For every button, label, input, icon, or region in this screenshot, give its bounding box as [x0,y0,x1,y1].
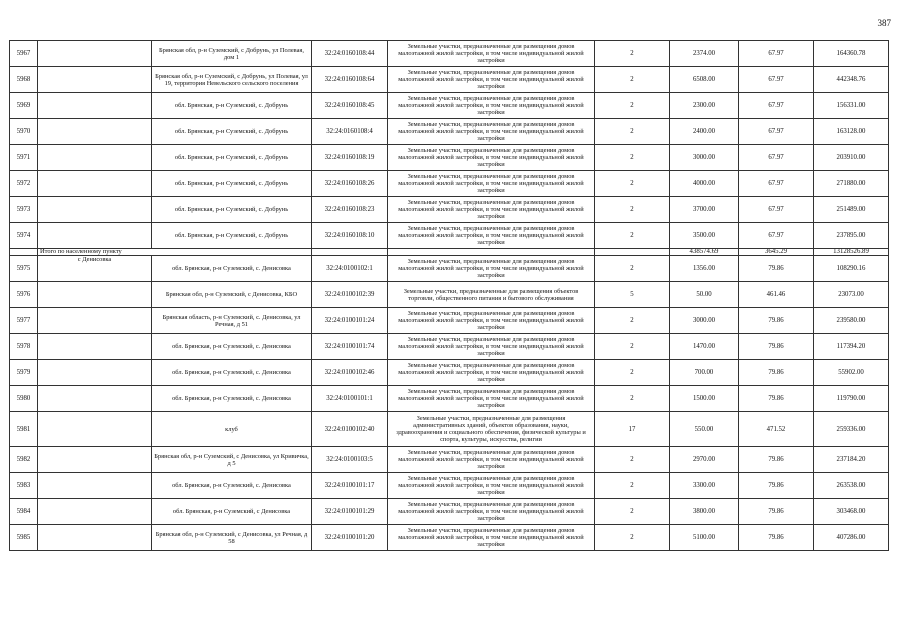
address-cell: Брянская обл, р-н Суземский, с Добрунь, ул Полевая, ул 19, территория Невельского сельского поселения [152,67,312,93]
area-value: 6508.00 [670,67,739,93]
settlement-cell [38,197,152,223]
subtotal-area: 438574.69 [670,249,739,256]
group-number: 2 [595,308,670,334]
cadastral-value: 117394.20 [814,334,889,360]
row-number: 5981 [10,412,38,447]
rate-value: 79.86 [739,473,814,499]
table-row [10,119,889,145]
address-cell: клуб [152,412,312,447]
cadastral-number: 32:24:0160108:10 [312,223,388,249]
group-number: 5 [595,282,670,308]
land-use-cell: Земельные участки, предназначенные для размещения домов малоэтажной жилой застройки, в том числе индивидуальной жилой застройки [388,41,595,67]
land-use-cell: Земельные участки, предназначенные для размещения домов малоэтажной жилой застройки, в том числе индивидуальной жилой застройки [388,93,595,119]
cadastral-number: 32:24:0160108:4 [312,119,388,145]
row-number: 5982 [10,447,38,473]
row-number: 5979 [10,360,38,386]
rate-value: 471.52 [739,412,814,447]
cadastral-number: 32:24:0160108:26 [312,171,388,197]
address-cell: обл. Брянская, р-н Суземский, с. Добрунь [152,145,312,171]
area-value: 5100.00 [670,525,739,551]
group-number: 2 [595,93,670,119]
cadastral-value: 23073.00 [814,282,889,308]
address-cell: обл. Брянская, р-н Суземский, с. Денисовка [152,386,312,412]
settlement-cell [38,473,152,499]
cadastral-value: 156331.00 [814,93,889,119]
rate-value: 461.46 [739,282,814,308]
land-use-cell: Земельные участки, предназначенные для размещения домов малоэтажной жилой застройки, в том числе индивидуальной жилой застройки [388,334,595,360]
land-use-cell: Земельные участки, предназначенные для размещения домов малоэтажной жилой застройки, в том числе индивидуальной жилой застройки [388,145,595,171]
row-number: 5975 [10,256,38,282]
area-value: 2400.00 [670,119,739,145]
cadastral-value: 251489.00 [814,197,889,223]
rate-value: 67.97 [739,171,814,197]
rate-value: 79.86 [739,256,814,282]
settlement-cell [38,171,152,197]
land-use-cell: Земельные участки, предназначенные для размещения домов малоэтажной жилой застройки, в том числе индивидуальной жилой застройки [388,525,595,551]
subtotal-rate: 3645.29 [739,249,814,256]
subtotal-value: 13128526.89 [814,249,889,256]
land-use-cell: Земельные участки, предназначенные для размещения домов малоэтажной жилой застройки, в том числе индивидуальной жилой застройки [388,256,595,282]
address-cell: Брянская обл, р-н Суземский, с Денисовка, ул Речная, д 58 [152,525,312,551]
land-use-cell: Земельные участки, предназначенные для размещения домов малоэтажной жилой застройки, в том числе индивидуальной жилой застройки [388,499,595,525]
settlement-cell [38,499,152,525]
land-use-cell: Земельные участки, предназначенные для размещения домов малоэтажной жилой застройки, в том числе индивидуальной жилой застройки [388,386,595,412]
area-value: 3800.00 [670,499,739,525]
settlement-cell [38,93,152,119]
subtotal-empty [10,249,38,256]
group-number: 2 [595,223,670,249]
cadastral-value: 163128.00 [814,119,889,145]
subtotal-row [10,249,889,256]
rate-value: 67.97 [739,223,814,249]
area-value: 50.00 [670,282,739,308]
area-value: 2970.00 [670,447,739,473]
cadastral-value: 237895.00 [814,223,889,249]
row-number: 5972 [10,171,38,197]
table-row [10,145,889,171]
area-value: 1470.00 [670,334,739,360]
address-cell: обл. Брянская, р-н Суземский, с Денисовка [152,499,312,525]
cadastral-number: 32:24:0100103:5 [312,447,388,473]
area-value: 3500.00 [670,223,739,249]
settlement-cell [38,412,152,447]
cadastral-number: 32:24:0160108:44 [312,41,388,67]
group-number: 17 [595,412,670,447]
row-number: 5968 [10,67,38,93]
group-number: 2 [595,119,670,145]
rate-value: 67.97 [739,93,814,119]
land-use-cell: Земельные участки, предназначенные для размещения административных зданий, объектов образования, науки, здравоохранения и социального обеспечения, физической культуры и спорта, культуры, искусства, религии [388,412,595,447]
row-number: 5969 [10,93,38,119]
area-value: 3000.00 [670,308,739,334]
rate-value: 67.97 [739,119,814,145]
table-row [10,41,889,67]
area-value: 2300.00 [670,93,739,119]
area-value: 550.00 [670,412,739,447]
cadastral-number: 32:24:0100102:46 [312,360,388,386]
area-value: 1356.00 [670,256,739,282]
row-number: 5974 [10,223,38,249]
cadastral-number: 32:24:0100101:1 [312,386,388,412]
cadastral-value: 108290.16 [814,256,889,282]
area-value: 3700.00 [670,197,739,223]
settlement-cell [38,41,152,67]
cadastral-value: 55902.00 [814,360,889,386]
row-number: 5976 [10,282,38,308]
rate-value: 79.86 [739,525,814,551]
cadastral-number: 32:24:0160108:19 [312,145,388,171]
cadastral-value: 407286.00 [814,525,889,551]
area-value: 1500.00 [670,386,739,412]
table-row [10,93,889,119]
address-cell: обл. Брянская, р-н Суземский, с. Денисовка [152,256,312,282]
cadastral-value: 239580.00 [814,308,889,334]
land-use-cell: Земельные участки, предназначенные для размещения объектов торговли, общественного питания и бытового обслуживания [388,282,595,308]
cadastral-value: 164360.78 [814,41,889,67]
settlement-cell [38,386,152,412]
table-row [10,386,889,412]
table-row [10,334,889,360]
cadastral-value: 203910.00 [814,145,889,171]
address-cell: обл. Брянская, р-н Суземский, с. Добрунь [152,93,312,119]
group-number: 2 [595,145,670,171]
rate-value: 79.86 [739,308,814,334]
settlement-cell [38,308,152,334]
address-cell: Брянская область, р-н Суземский, с. Денисовка, ул Речная, д 51 [152,308,312,334]
address-cell: обл. Брянская, р-н Суземский, с. Денисовка [152,334,312,360]
group-number: 2 [595,67,670,93]
rate-value: 67.97 [739,67,814,93]
cadastral-number: 32:24:0160108:23 [312,197,388,223]
group-number: 2 [595,386,670,412]
cadastral-number: 32:24:0100101:20 [312,525,388,551]
cadastral-number: 32:24:0100102:40 [312,412,388,447]
rate-value: 79.86 [739,499,814,525]
page-number: 387 [877,18,891,28]
area-value: 700.00 [670,360,739,386]
land-use-cell: Земельные участки, предназначенные для размещения домов малоэтажной жилой застройки, в том числе индивидуальной жилой застройки [388,171,595,197]
table-row [10,473,889,499]
table-row [10,67,889,93]
group-number: 2 [595,334,670,360]
land-use-cell: Земельные участки, предназначенные для размещения домов малоэтажной жилой застройки, в том числе индивидуальной жилой застройки [388,223,595,249]
cadastral-value: 237184.20 [814,447,889,473]
address-cell: Брянская обл, р-н Суземский, с Добрунь, ул Полевая, дом 1 [152,41,312,67]
address-cell: Брянская обл, р-н Суземский, с Денисовка, ул Кривичка, д 5 [152,447,312,473]
settlement-cell [38,334,152,360]
settlement-cell [38,447,152,473]
cadastral-number: 32:24:0100102:1 [312,256,388,282]
cadastral-number: 32:24:0100102:39 [312,282,388,308]
table-row [10,223,889,249]
row-number: 5980 [10,386,38,412]
settlement-cell [38,360,152,386]
address-cell: Брянская обл, р-н Суземский, с Денисовка, КБО [152,282,312,308]
table-row [10,282,889,308]
group-number: 2 [595,525,670,551]
cadastral-number: 32:24:0160108:45 [312,93,388,119]
cadastral-number: 32:24:0100101:17 [312,473,388,499]
cadastral-number: 32:24:0100101:24 [312,308,388,334]
row-number: 5970 [10,119,38,145]
cadastral-number: 32:24:0100101:74 [312,334,388,360]
group-number: 2 [595,447,670,473]
table-row [10,197,889,223]
table-row [10,308,889,334]
cadastral-number: 32:24:0100101:29 [312,499,388,525]
table-row [10,412,889,447]
address-cell: обл. Брянская, р-н Суземский, с. Добрунь [152,197,312,223]
address-cell: обл. Брянская, р-н Суземский, с. Добрунь [152,171,312,197]
rate-value: 67.97 [739,41,814,67]
land-use-cell: Земельные участки, предназначенные для размещения домов малоэтажной жилой застройки, в том числе индивидуальной жилой застройки [388,308,595,334]
land-use-cell: Земельные участки, предназначенные для размещения домов малоэтажной жилой застройки, в том числе индивидуальной жилой застройки [388,447,595,473]
group-number: 2 [595,360,670,386]
area-value: 4000.00 [670,171,739,197]
group-number: 2 [595,41,670,67]
table-row [10,360,889,386]
settlement-cell [38,223,152,249]
row-number: 5978 [10,334,38,360]
settlement-cell [38,119,152,145]
table-row [10,256,889,282]
table-row [10,447,889,473]
address-cell: обл. Брянская, р-н Суземский, с. Добрунь [152,223,312,249]
group-number: 2 [595,473,670,499]
cadastral-value: 259336.00 [814,412,889,447]
settlement-cell [38,525,152,551]
area-value: 3000.00 [670,145,739,171]
table-row [10,171,889,197]
group-number: 2 [595,256,670,282]
table-row [10,499,889,525]
cadastral-value: 442348.76 [814,67,889,93]
rate-value: 79.86 [739,447,814,473]
row-number: 5971 [10,145,38,171]
address-cell: обл. Брянская, р-н Суземский, с. Денисовка [152,473,312,499]
row-number: 5984 [10,499,38,525]
area-value: 2374.00 [670,41,739,67]
settlement-cell [38,67,152,93]
row-number: 5983 [10,473,38,499]
address-cell: обл. Брянская, р-н Суземский, с. Добрунь [152,119,312,145]
cadastral-value: 303468.00 [814,499,889,525]
land-cadastral-table [9,40,889,551]
land-use-cell: Земельные участки, предназначенные для размещения домов малоэтажной жилой застройки, в том числе индивидуальной жилой застройки [388,119,595,145]
rate-value: 67.97 [739,197,814,223]
table-row [10,525,889,551]
land-use-cell: Земельные участки, предназначенные для размещения домов малоэтажной жилой застройки, в том числе индивидуальной жилой застройки [388,197,595,223]
land-use-cell: Земельные участки, предназначенные для размещения домов малоэтажной жилой застройки, в том числе индивидуальной жилой застройки [388,473,595,499]
settlement-cell [38,145,152,171]
land-use-cell: Земельные участки, предназначенные для размещения домов малоэтажной жилой застройки, в том числе индивидуальной жилой застройки [388,360,595,386]
rate-value: 79.86 [739,360,814,386]
row-number: 5967 [10,41,38,67]
rate-value: 79.86 [739,386,814,412]
land-use-cell: Земельные участки, предназначенные для размещения домов малоэтажной жилой застройки, в том числе индивидуальной жилой застройки [388,67,595,93]
address-cell: обл. Брянская, р-н Суземский, с. Денисовка [152,360,312,386]
settlement-cell [38,282,152,308]
cadastral-number: 32:24:0160108:64 [312,67,388,93]
row-number: 5977 [10,308,38,334]
settlement-name: с Денисовка [38,256,152,282]
subtotal-empty [388,249,595,256]
cadastral-value: 263538.00 [814,473,889,499]
subtotal-empty [595,249,670,256]
row-number: 5985 [10,525,38,551]
row-number: 5973 [10,197,38,223]
subtotal-label: Итого по населенному пункту [38,249,312,256]
group-number: 2 [595,197,670,223]
cadastral-value: 119790.00 [814,386,889,412]
subtotal-empty [312,249,388,256]
group-number: 2 [595,171,670,197]
cadastral-value: 271880.00 [814,171,889,197]
area-value: 3300.00 [670,473,739,499]
rate-value: 67.97 [739,145,814,171]
group-number: 2 [595,499,670,525]
rate-value: 79.86 [739,334,814,360]
